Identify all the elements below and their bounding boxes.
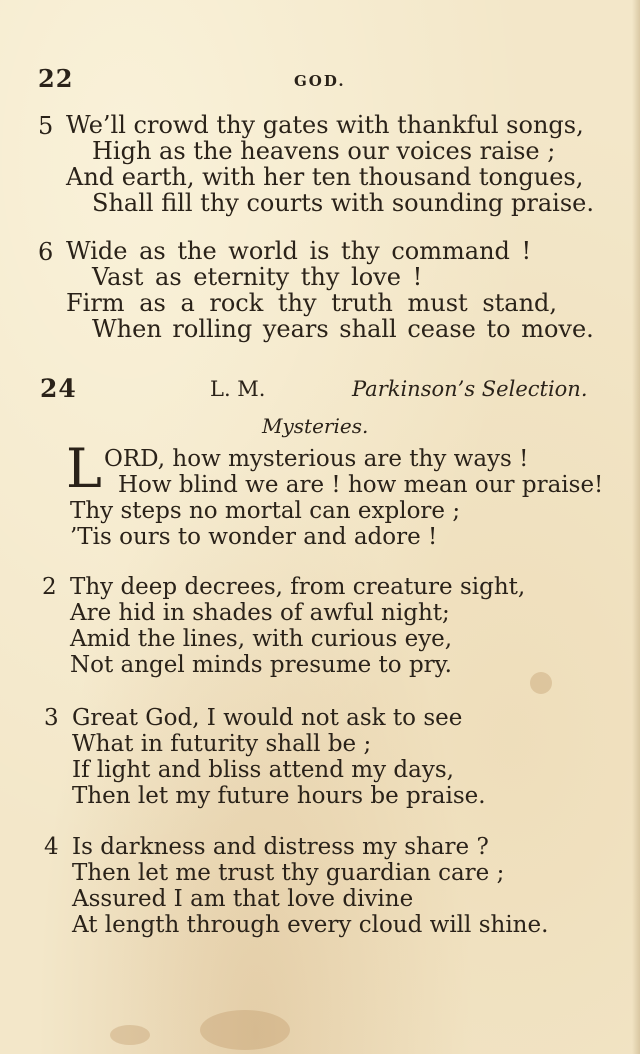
running-head: GOD. bbox=[294, 72, 346, 90]
verse-line: Are hid in shades of awful night; bbox=[70, 600, 450, 626]
verse-line: Firm as a rock thy truth must stand, bbox=[66, 289, 558, 317]
verse-line: ORD, how mysterious are thy ways ! bbox=[104, 446, 529, 472]
verse-line: Shall fill thy courts with sounding praise. bbox=[92, 189, 594, 217]
verse-line: What in futurity shall be ; bbox=[72, 731, 372, 757]
verse-line: Great God, I would not ask to see bbox=[72, 705, 463, 731]
paper-stain bbox=[200, 1010, 290, 1050]
verse-line: How blind we are ! how mean our praise! bbox=[118, 472, 604, 498]
hymn-subtitle: Mysteries. bbox=[262, 414, 369, 438]
verse-line: Thy deep decrees, from creature sight, bbox=[70, 574, 526, 600]
hymn-number: 24 bbox=[40, 374, 77, 403]
verse-line: And earth, with her ten thousand tongues, bbox=[66, 163, 584, 191]
hymn-source: Parkinson’s Selection. bbox=[352, 377, 588, 401]
verse-line: Thy steps no mortal can explore ; bbox=[70, 498, 461, 524]
verse-line: Amid the lines, with curious eye, bbox=[70, 626, 453, 652]
stanza-number: 6 bbox=[38, 238, 54, 266]
verse-line: At length through every cloud will shine. bbox=[72, 912, 549, 938]
stanza-number: 5 bbox=[38, 112, 54, 140]
verse-line: Wide as the world is thy command ! bbox=[66, 237, 532, 265]
verse-line: When rolling years shall cease to move. bbox=[92, 315, 594, 343]
verse-line: Then let me trust thy guardian care ; bbox=[72, 860, 505, 886]
drop-cap: L bbox=[66, 437, 102, 500]
verse-line: Is darkness and distress my share ? bbox=[72, 834, 489, 860]
verse-line: We’ll crowd thy gates with thankful songs, bbox=[66, 111, 584, 139]
verse-line: Then let my future hours be praise. bbox=[72, 783, 486, 809]
stanza-number: 3 bbox=[44, 705, 59, 731]
verse-line: ’Tis ours to wonder and adore ! bbox=[70, 524, 438, 550]
verse-line: If light and bliss attend my days, bbox=[72, 757, 454, 783]
hymn-meter: L. M. bbox=[210, 377, 266, 401]
paper-stain bbox=[110, 1025, 150, 1045]
verse-line: High as the heavens our voices raise ; bbox=[92, 137, 556, 165]
page-number: 22 bbox=[38, 64, 74, 93]
stanza-number: 2 bbox=[42, 574, 57, 600]
stanza-number: 4 bbox=[44, 834, 59, 860]
page-edge-shadow bbox=[632, 0, 640, 1054]
verse-line: Assured I am that love divine bbox=[72, 886, 414, 912]
paper-stain bbox=[530, 672, 552, 694]
verse-line: Vast as eternity thy love ! bbox=[92, 263, 423, 291]
verse-line: Not angel minds presume to pry. bbox=[70, 652, 452, 678]
